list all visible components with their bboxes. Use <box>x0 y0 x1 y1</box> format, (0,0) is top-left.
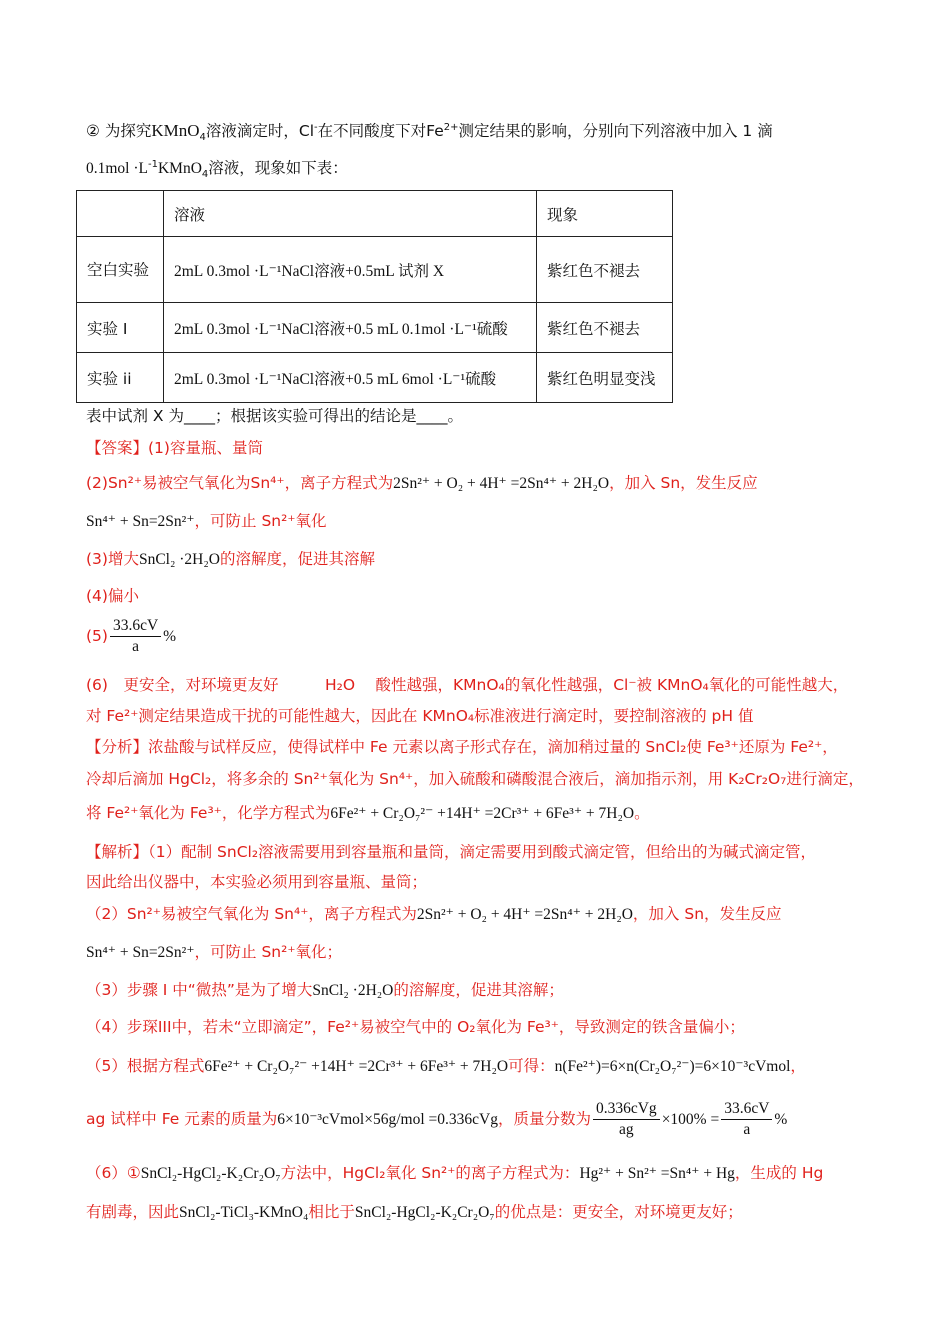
answer-3 <box>86 548 375 571</box>
numerator: 33.6cV <box>721 1099 772 1120</box>
equation: SnCl₂-HgCl₂-K₂Cr₂O₇ <box>354 1204 495 1221</box>
denominator: ag <box>619 1121 634 1138</box>
text: 的溶解度，促进其溶解； <box>393 981 564 999</box>
text: 0.1mol ·L <box>86 160 148 177</box>
table-row <box>77 303 673 353</box>
explanation-1: 【解析】（1）配制 SnCl₂溶液需要用到容量瓶和量筒，滴定需要用到酸式滴定管，但给出的为碱式滴定管， <box>86 843 817 861</box>
explanation-8 <box>86 1096 787 1143</box>
equation: 2Sn²⁺ + O₂ + 4H⁺ =2Sn⁴⁺ + 2H₂O <box>416 906 633 923</box>
text: （6）① <box>86 1164 141 1182</box>
percent: % <box>163 628 177 645</box>
superscript: 2+ <box>443 121 459 133</box>
equation: Hg²⁺ + Sn²⁺ =Sn⁴⁺ + Hg <box>579 1165 735 1182</box>
explanation-4 <box>86 941 342 964</box>
answer-5 <box>86 613 176 660</box>
answer-6-cont: 对 Fe²⁺测定结果造成干扰的可能性越大，因此在 KMnO₄标准液进行滴定时，要控制溶液的 pH 值 <box>86 707 754 725</box>
text: (5) <box>86 627 108 645</box>
text: ，加入 Sn，发生反应 <box>609 474 758 492</box>
text: ，可防止 Sn²⁺氧化 <box>194 512 327 530</box>
explanation-5 <box>86 979 564 1002</box>
observation-table <box>76 190 673 403</box>
table-row <box>77 353 673 403</box>
question-intro-line-2 <box>86 157 348 180</box>
percent: % <box>774 1111 788 1128</box>
equation: Sn⁴⁺ + Sn=2Sn²⁺ <box>86 944 195 961</box>
equation: SnCl₂ ·2H₂O <box>312 982 394 999</box>
row-solution: 2mL 0.3mol ·L⁻¹NaCl溶液+0.5 mL 0.1mol ·L⁻¹硫酸 <box>164 303 537 353</box>
row-label: 实验 I <box>77 303 164 353</box>
formula: KMnO <box>151 121 200 140</box>
numerator: 33.6cV <box>110 616 161 637</box>
row-label: 实验 ii <box>77 353 164 403</box>
text: 方法中，HgCl₂氧化 Sn²⁺的离子方程式为： <box>280 1164 580 1182</box>
text: （5）根据方程式 <box>86 1057 205 1075</box>
text: ，加入 Sn，发生反应 <box>632 905 782 923</box>
text: ×100% = <box>661 1111 720 1128</box>
fraction <box>593 1099 660 1140</box>
analysis-3 <box>86 802 650 825</box>
text: ② 为探究 <box>86 122 152 140</box>
text: ，可防止 Sn²⁺氧化； <box>194 943 343 961</box>
text: (2)Sn²⁺易被空气氧化为Sn⁴⁺，离子方程式为 <box>86 474 394 492</box>
row-solution: 2mL 0.3mol ·L⁻¹NaCl溶液+0.5mL 试剂 X <box>164 237 537 303</box>
subscript: 4 <box>199 132 206 144</box>
row-phenomenon: 紫红色明显变浅 <box>537 353 673 403</box>
explanation-3 <box>86 903 782 926</box>
row-solution: 2mL 0.3mol ·L⁻¹NaCl溶液+0.5 mL 6mol ·L⁻¹硫酸 <box>164 353 537 403</box>
equation: 6×10⁻³cVmol×56g/mol =0.336cVg <box>277 1111 498 1128</box>
text: 溶液，现象如下表： <box>208 159 348 177</box>
text: 的优点是：更安全，对环境更友好； <box>494 1203 743 1221</box>
question-after-table: 表中试剂 X 为____；根据该实验可得出的结论是____。 <box>86 407 463 425</box>
answer-2 <box>86 472 758 495</box>
row-label: 空白实验 <box>77 237 164 303</box>
explanation-2: 因此给出仪器中，本实验必须用到容量瓶、量筒； <box>86 873 428 891</box>
explanation-10 <box>86 1201 743 1224</box>
table-header-cell: 溶液 <box>164 191 537 237</box>
explanation-7 <box>86 1055 806 1078</box>
text: 溶液滴定时，Cl <box>205 122 315 140</box>
table-header-row <box>77 191 673 237</box>
row-phenomenon: 紫红色不褪去 <box>537 303 673 353</box>
text: (3)增大 <box>86 550 139 568</box>
explanation-9 <box>86 1162 823 1185</box>
equation: n(Fe²⁺)=6×n(Cr₂O₇²⁻)=6×10⁻³cVmol <box>554 1058 791 1075</box>
subscript: 4 <box>201 169 209 181</box>
table-row <box>77 237 673 303</box>
formula: KMnO <box>157 160 202 177</box>
denominator: a <box>743 1121 751 1138</box>
text: ag 试样中 Fe 元素的质量为 <box>86 1110 278 1128</box>
text: 的溶解度，促进其溶解 <box>219 550 375 568</box>
text: ，生成的 Hg <box>734 1164 824 1182</box>
text: 测定结果的影响，分别向下列溶液中加入 1 滴 <box>458 122 773 140</box>
text: 可得： <box>508 1057 555 1075</box>
answer-6: (6) 更安全，对环境更友好 H₂O 酸性越强，KMnO₄的氧化性越强，Cl⁻被 KMnO₄氧化的可能性越大， <box>86 676 849 694</box>
text: 。 <box>634 804 650 822</box>
row-phenomenon: 紫红色不褪去 <box>537 237 673 303</box>
explanation-6: （4）步琛III中，若未“立即滴定”，Fe²⁺易被空气中的 O₂氧化为 Fe³⁺，导致测定的铁含量偏小； <box>86 1018 745 1036</box>
question-intro-line-1 <box>86 120 773 142</box>
equation: 6Fe²⁺ + Cr₂O₇²⁻ +14H⁺ =2Cr³⁺ + 6Fe³⁺ + 7H₂O <box>204 1058 509 1075</box>
numerator: 0.336cVg <box>593 1099 660 1120</box>
table-header-cell: 现象 <box>537 191 673 237</box>
denominator: a <box>132 638 140 655</box>
superscript: -1 <box>148 158 158 170</box>
equation: SnCl₂-HgCl₂-K₂Cr₂O₇ <box>140 1165 281 1182</box>
text: 相比于 <box>308 1203 355 1221</box>
table-header-cell <box>77 191 164 237</box>
text: 将 Fe²⁺氧化为 Fe³⁺，化学方程式为 <box>86 804 331 822</box>
fraction <box>721 1099 772 1140</box>
text: （2）Sn²⁺易被空气氧化为 Sn⁴⁺，离子方程式为 <box>86 905 417 923</box>
fraction <box>110 616 161 657</box>
equation: 6Fe²⁺ + Cr₂O₇²⁻ +14H⁺ =2Cr³⁺ + 6Fe³⁺ + 7H₂O <box>330 805 635 822</box>
answer-2-cont <box>86 510 327 533</box>
text: （3）步骤 I 中“微热”是为了增大 <box>86 981 313 999</box>
answer-4: (4)偏小 <box>86 587 139 605</box>
text: 有剧毒，因此 <box>86 1203 180 1221</box>
text: 在不同酸度下对Fe <box>317 122 444 140</box>
superscript: - <box>314 121 318 133</box>
text: ，质量分数为 <box>497 1110 591 1128</box>
equation: Sn⁴⁺ + Sn=2Sn²⁺ <box>86 513 195 530</box>
analysis-1: 【分析】浓盐酸与试样反应，使得试样中 Fe 元素以离子形式存在，滴加稍过量的 SnCl₂使 Fe³⁺还原为 Fe²⁺， <box>86 738 838 756</box>
text: ， <box>790 1057 806 1075</box>
equation: SnCl₂-TiCl₃-KMnO₄ <box>179 1204 309 1221</box>
analysis-2: 冷却后滴加 HgCl₂，将多余的 Sn²⁺氧化为 Sn⁴⁺，加入硫酸和磷酸混合液后，滴加指示剂，用 K₂Cr₂O₇进行滴定， <box>86 770 864 788</box>
equation: SnCl₂ ·2H₂O <box>138 551 220 568</box>
equation: 2Sn²⁺ + O₂ + 4H⁺ =2Sn⁴⁺ + 2H₂O <box>393 475 610 492</box>
answer-1: 【答案】(1)容量瓶、量筒 <box>86 439 263 457</box>
